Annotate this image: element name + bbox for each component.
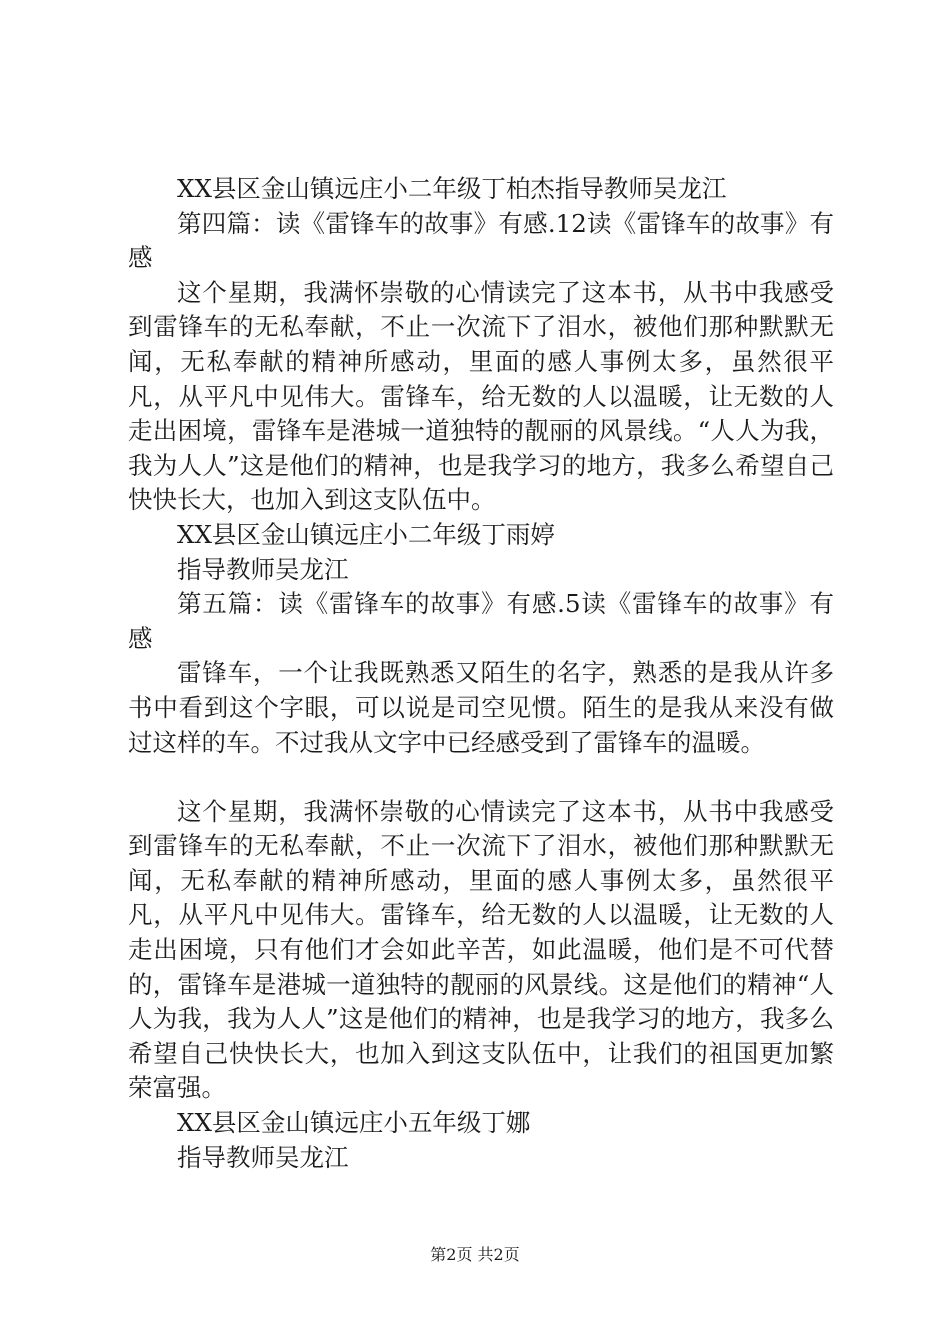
essay-paragraph-5b: 这个星期，我满怀崇敬的心情读完了这本书，从书中我感受到雷锋车的无私奉献，不止一次流下了泪水，被他们那种默默无闻，无私奉献的精神所感动，里面的感人事例太多，虽然很平凡，从平凡中见伟大。雷锋车，给无数的人以温暖，让无数的人走出困境，只有他们才会如此辛苦，如此温暖，他们是不可代替的，雷锋车是港城一道独特的靓丽的风景线。这是他们的精神“人人为我，我为人人”这是他们的精神，也是我学习的地方，我多么希望自己快快长大，也加入到这支队伍中，让我们的祖国更加繁荣富强。 xyxy=(128,796,834,1103)
page-number-footer: 第2页 共2页 xyxy=(430,1245,520,1264)
section-heading-5: 第五篇：读《雷锋车的故事》有感.5读《雷锋车的故事》有感 xyxy=(128,589,834,653)
teacher-line-2: 指导教师吴龙江 xyxy=(177,554,349,584)
document-body xyxy=(128,172,834,1175)
essay-paragraph-4: 这个星期，我满怀崇敬的心情读完了这本书，从书中我感受到雷锋车的无私奉献，不止一次流下了泪水，被他们那种默默无闻，无私奉献的精神所感动，里面的感人事例太多，虽然很平凡，从平凡中见伟大。雷锋车，给无数的人以温暖，让无数的人走出困境，雷锋车是港城一道独特的靓丽的风景线。“人人为我，我为人人”这是他们的精神，也是我学习的地方，我多么希望自己快快长大，也加入到这支队伍中。 xyxy=(128,277,834,515)
essay-paragraph-5a: 雷锋车，一个让我既熟悉又陌生的名字，熟悉的是我从许多书中看到这个字眼，可以说是司空见惯。陌生的是我从来没有做过这样的车。不过我从文字中已经感受到了雷锋车的温暖。 xyxy=(128,658,834,757)
author-line-2: XX县区金山镇远庄小二年级丁雨婷 xyxy=(177,519,555,549)
author-line-3: XX县区金山镇远庄小五年级丁娜 xyxy=(177,1108,531,1138)
author-line-1: XX县区金山镇远庄小二年级丁柏杰指导教师吴龙江 xyxy=(177,174,727,203)
section-heading-4: 第四篇：读《雷锋车的故事》有感.12读《雷锋车的故事》有感 xyxy=(128,208,834,273)
teacher-line-3: 指导教师吴龙江 xyxy=(177,1142,349,1172)
